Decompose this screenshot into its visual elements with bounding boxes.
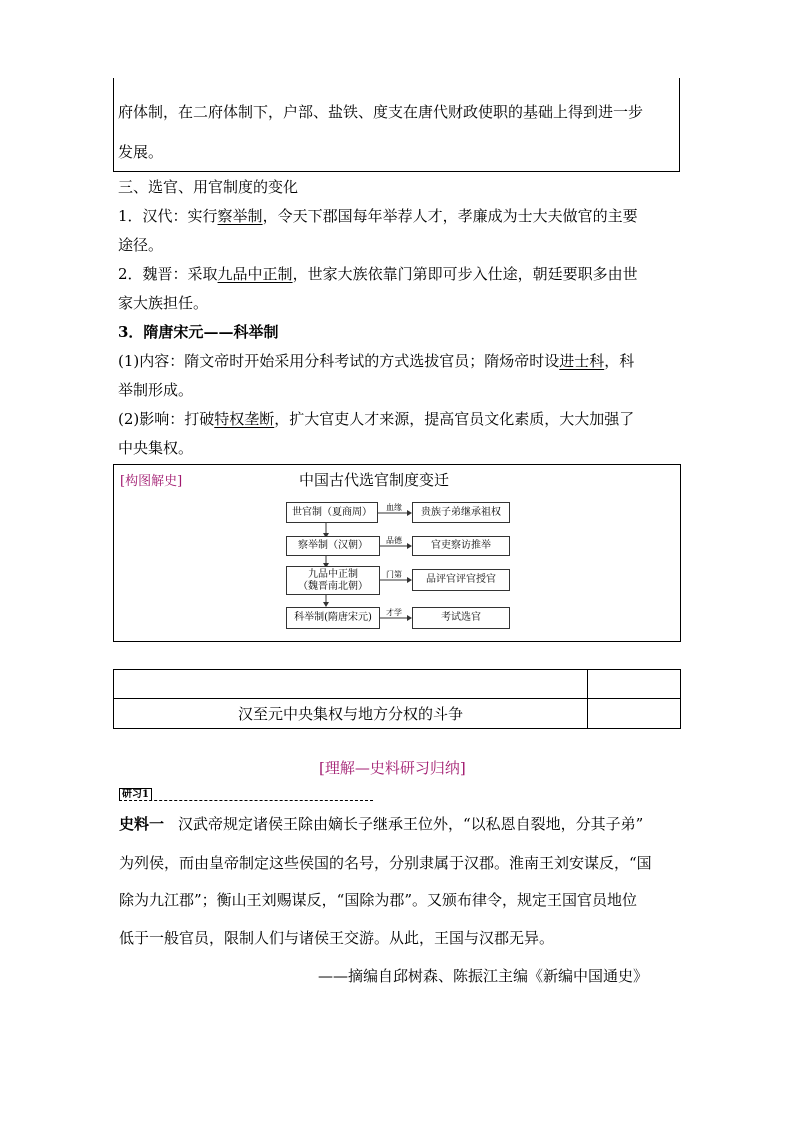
study-heading: [理解—史料研习归纳] — [319, 759, 466, 777]
content-line1 — [118, 352, 634, 370]
node-guanli: 官吏察访推举 — [412, 536, 510, 556]
item1-prefix: 1．汉代：实行 — [118, 207, 218, 225]
item1-rest: ，令天下郡国每年举荐人才，孝廉成为士大夫做官的主要 — [262, 207, 638, 225]
item1-line1 — [118, 207, 638, 225]
content-line2: 举制形成。 — [118, 381, 194, 399]
item2-prefix: 2．魏晋：采取 — [118, 265, 218, 283]
content-term: 进士科 — [559, 352, 605, 370]
study-source: ——摘编自邱树森、陈振江主编《新编中国通史》 — [318, 967, 649, 985]
edge-label-xueyuan: 血缘 — [386, 503, 402, 512]
diagram-box — [113, 464, 681, 642]
impact-line2: 中央集权。 — [118, 439, 194, 457]
study-tag: 研习1 — [119, 788, 152, 801]
impact-line1 — [118, 410, 634, 428]
study-line-3: 除为九江郡”；衡山王刘赐谋反，“国除为郡”。又颁布律令，规定王国官员地位 — [119, 891, 638, 909]
item1-line2: 途径。 — [118, 236, 164, 254]
node-kaoshi: 考试选官 — [412, 607, 510, 629]
table-cell-r1c1 — [114, 670, 588, 699]
item2-term: 九品中正制 — [217, 265, 293, 283]
node-jiupin — [286, 566, 380, 595]
summary-table — [113, 669, 681, 729]
item2-line2: 家大族担任。 — [118, 294, 209, 312]
section-heading: 三、选官、用官制度的变化 — [118, 178, 299, 196]
node-keju: 科举制(隋唐宋元) — [286, 607, 380, 629]
edge-label-mendi: 门第 — [386, 570, 402, 579]
node-jiupin-line1: 九品中正制 — [308, 568, 358, 580]
content-prefix: (1)内容：隋文帝时开始采用分科考试的方式选拔官员；隋炀帝时设 — [118, 352, 560, 370]
impact-prefix: (2)影响：打破 — [118, 410, 215, 428]
node-guizu: 贵族子弟继承祖权 — [412, 502, 510, 523]
item2-line1 — [118, 265, 638, 283]
content-rest: ，科 — [604, 352, 635, 370]
edge-label-caixue: 才学 — [386, 608, 402, 617]
impact-term: 特权垄断 — [214, 410, 275, 428]
box-line-1: 府体制，在二府体制下，户部、盐铁、度支在唐代财政使职的基础上得到进一步 — [118, 103, 644, 121]
item1-term: 察举制 — [217, 207, 263, 225]
impact-rest: ，扩大官吏人才来源，提高官员文化素质，大大加强了 — [274, 410, 635, 428]
node-shiguan: 世官制（夏商周） — [286, 502, 378, 523]
continuation-box — [113, 78, 680, 172]
study-line-1 — [119, 815, 643, 833]
study-line-1-text: 汉武帝规定诸侯王除由嫡长子继承王位外，“以私恩自裂地，分其子弟” — [178, 815, 644, 833]
study-line-4: 低于一般官员，限制人们与诸侯王交游。从此，王国与汉郡无异。 — [119, 929, 555, 947]
edge-label-pinde: 品德 — [386, 536, 402, 545]
table-cell-r2c1: 汉至元中央集权与地方分权的斗争 — [114, 699, 588, 728]
box-line-2: 发展。 — [118, 143, 164, 161]
item3-heading: 3．隋唐宋元——科举制 — [118, 323, 279, 341]
study-line-2: 为列侯，而由皇帝制定这些侯国的名号，分别隶属于汉郡。淮南王刘安谋反，“国 — [119, 854, 652, 872]
study-tag-rule — [119, 800, 373, 801]
node-pinping: 品评官评官授官 — [412, 569, 510, 591]
diagram-title: 中国古代选官制度变迁 — [299, 471, 450, 489]
node-chaju: 察举制（汉朝） — [286, 536, 380, 556]
diagram-tag: [构图解史] — [120, 474, 183, 489]
item2-rest: ，世家大族依靠门第即可步入仕途，朝廷要职多由世 — [292, 265, 638, 283]
table-cell-r2c2 — [588, 699, 680, 728]
table-cell-r1c2 — [588, 670, 680, 699]
node-jiupin-line2: （魏晋南北朝） — [298, 580, 368, 592]
study-label: 史料一 — [119, 815, 165, 833]
